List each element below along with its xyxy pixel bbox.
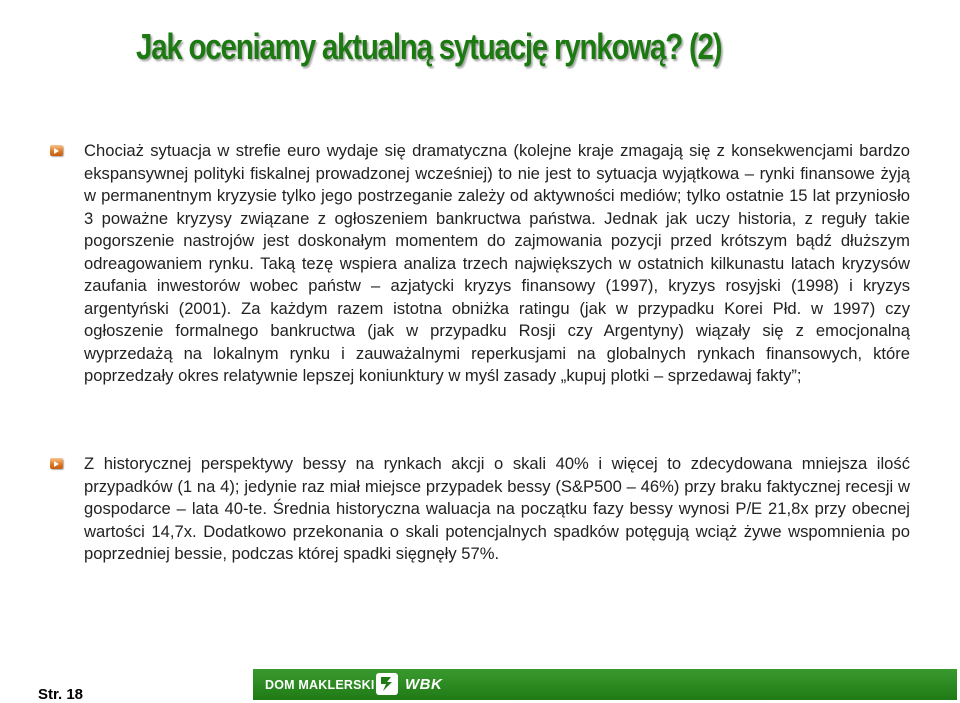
bullet-item-2 <box>84 453 910 566</box>
bullet-item-1 <box>84 140 910 388</box>
bz-emblem-icon <box>376 673 398 695</box>
footer-brand-name: DOM MAKLERSKI <box>265 678 375 692</box>
bullet-text-1: Chociaż sytuacja w strefie euro wydaje się dramatyczna (kolejne kraje zmagają się z konsekwencjami bardzo ekspansywnej polityki fiskalnej prowadzonej wcześniej) to nie jest to sytuacja wyjątkowa – rynki finansowe żyją w permanentnym kryzysie tylko jego postrzeganie zależy od aktywności mediów; tylko ostatnie 15 lat przyniosło 3 poważne kryzysy związane z ogłoszeniem bankructwa państwa. Jednak jak uczy historia, z reguły takie pogorszenie nastrojów jest doskonałym momentem do zajmowania pozycji przed krótszym bądź dłuższym odreagowaniem rynku. Taką tezę wspiera analiza trzech największych w ostatnich kilkunastu latach kryzysów zaufania inwestorów wobec państw – azjatycki kryzys finansowy (1997), kryzys rosyjski (1998) i kryzys argentyński (2001). Za każdym razem istotna obniżka ratingu (jak w przypadku Korei Płd. w 1997) czy ogłoszenie formalnego bankructwa (jak w przypadku Rosji czy Argentyny) wiązały się z emocjonalną wyprzedażą na lokalnym rynku i zauważalnymi reperkusjami na globalnych rynkach finansowych, które poprzedzały okres relatywnie lepszej koniunktury w myśl zasady „kupuj plotki – sprzedawaj fakty”; <box>84 141 910 385</box>
orange-arrow-bullet-icon <box>50 458 63 469</box>
bullet-text-2: Z historycznej perspektywy bessy na rynkach akcji o skali 40% i więcej to zdecydowana mniejsza ilość przypadków (1 na 4); jedynie raz miał miejsce przypadek bessy (S&P500 – 46%) przy braku faktycznej recesji w gospodarce – lata 40-te. Średnia historyczna waluacja na początku fazy bessy wynosi P/E 21,8x przy obecnej wartości 14,7x. Dodatkowo przekonania o skali potencjalnych spadków potęgują wciąż żywe wspomnienia po poprzedniej bessie, podczas której spadki sięgnęły 57%. <box>84 454 910 563</box>
footer-wordmark: WBK <box>405 676 443 693</box>
page-number: Str. 18 <box>38 686 84 703</box>
orange-arrow-bullet-icon <box>50 145 63 156</box>
footer-brand-bar <box>253 669 957 700</box>
slide-title: Jak oceniamy aktualną sytuację rynkową? (2) <box>136 26 722 67</box>
